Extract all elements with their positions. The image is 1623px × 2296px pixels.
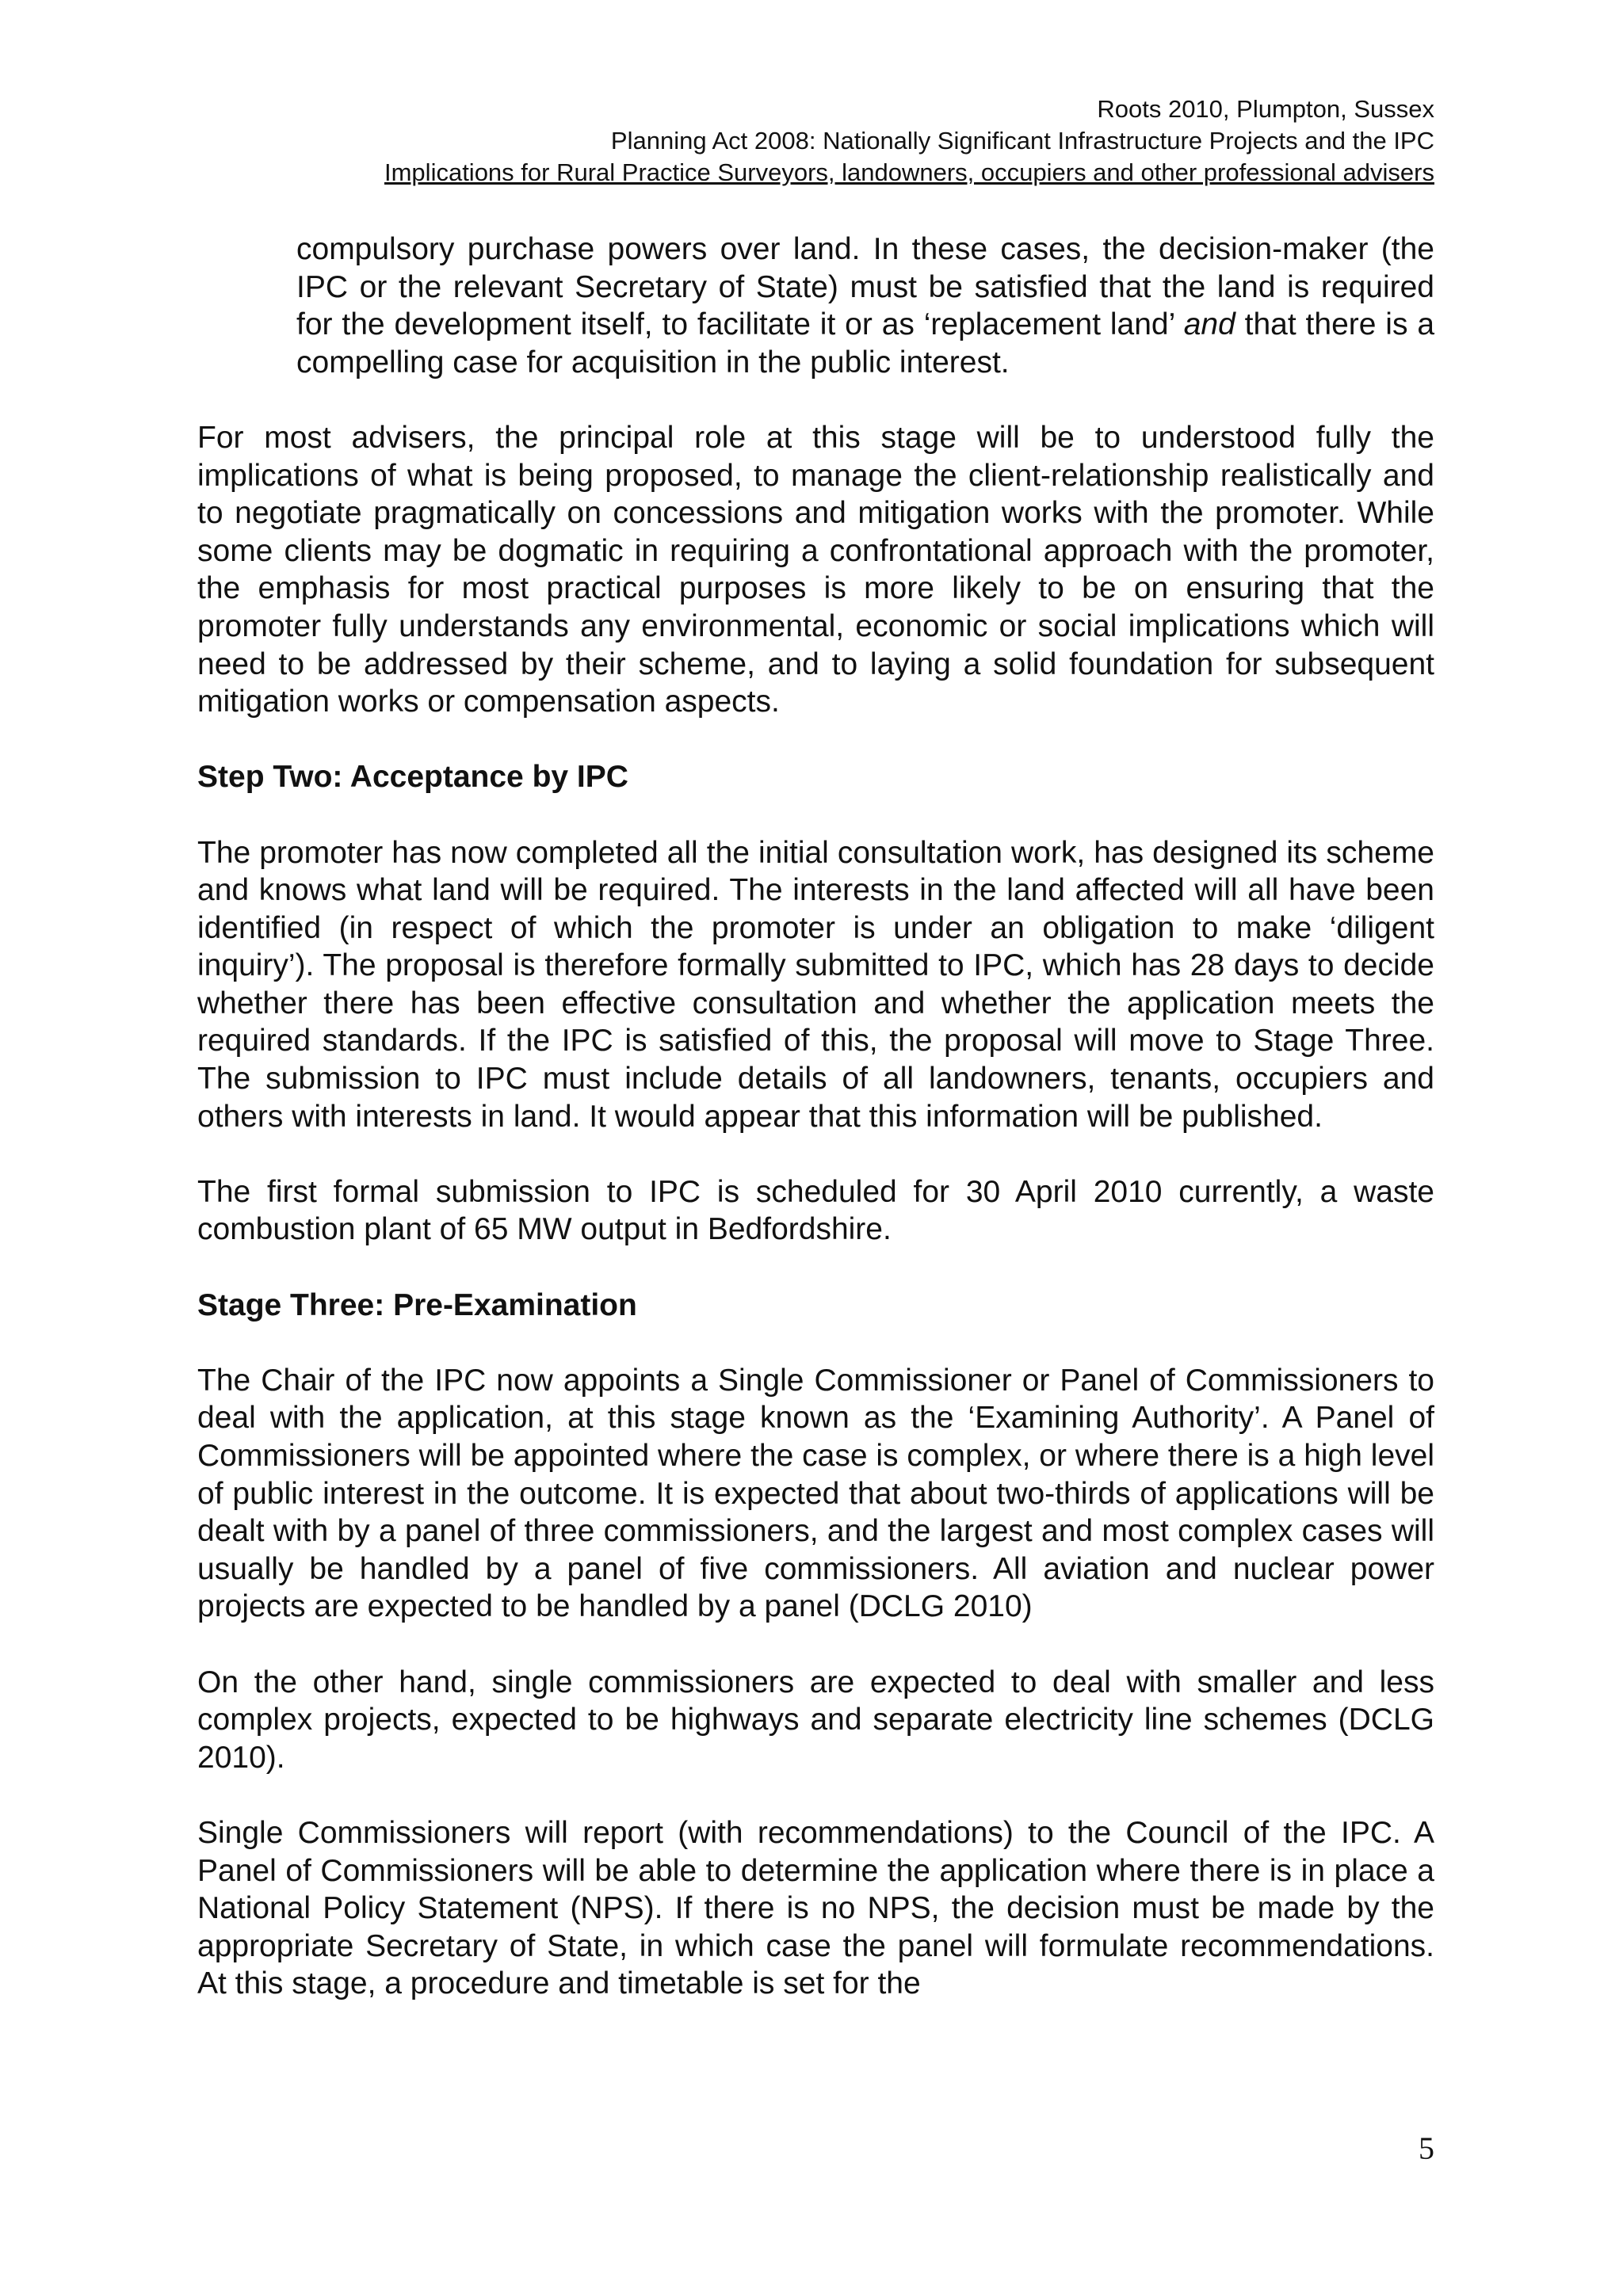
paragraph-compulsory-purchase-part-a: compulsory purchase powers over land. In these cases, the decision-maker (the IPC or the relevant Secretary of State) must be satisfied that the land is required for the development itself, to facilitate it or as ‘replacement land’ xyxy=(296,232,1434,342)
paragraph-first-submission: The first formal submission to IPC is scheduled for 30 April 2010 currently, a waste combustion plant of 65 MW output in Bedfordshire. xyxy=(197,1174,1434,1247)
emphasis-and: and xyxy=(1183,307,1235,342)
heading-stage-three: Stage Three: Pre-Examination xyxy=(197,1287,637,1322)
paragraph-compulsory-purchase-part-b: that there is a compelling case for acquisition in the public interest. xyxy=(296,307,1435,379)
paragraph-single-commissioners: On the other hand, single commissioners are expected to deal with smaller and less complex projects, expected to be highways and separate electricity line schemes (DCLG 2010). xyxy=(197,1665,1434,1775)
body-text xyxy=(197,231,1434,2041)
page-number: 5 xyxy=(1419,2130,1434,2166)
paragraph-chair-appoints: The Chair of the IPC now appoints a Single Commissioner or Panel of Commissioners to deal with the application, at this stage known as the ‘Examining Authority’. A Panel of Commissioners will be appointed where the case is complex, or where there is a high level of public interest in the outcome. It is expected that about two-thirds of applications will be dealt with by a panel of three commissioners, and the largest and most complex cases will usually be handled by a panel of five commissioners. All aviation and nuclear power projects are expected to be handled by a panel (DCLG 2010) xyxy=(197,1363,1434,1624)
header-line-conference: Roots 2010, Plumpton, Sussex xyxy=(1097,95,1434,123)
paragraph-promoter-submission: The promoter has now completed all the initial consultation work, has designed its scheme and knows what land will be required. The interests in the land affected will all have been identified (in respect of which the promoter is under an obligation to make ‘diligent inquiry’). The proposal is therefore formally submitted to IPC, which has 28 days to decide whether there has been effective consultation and whether the application meets the required standards. If the IPC is satisfied of this, the proposal will move to Stage Three. The submission to IPC must include details of all landowners, tenants, occupiers and others with interests in land. It would appear that this information will be published. xyxy=(197,835,1434,1134)
paragraph-compulsory-purchase xyxy=(296,231,1434,381)
paragraph-reporting: Single Commissioners will report (with recommendations) to the Council of the IPC. A Panel of Commissioners will be able to determine the application where there is in place a National Policy Statement (NPS). If there is no NPS, the decision must be made by the appropriate Secretary of State, in which case the panel will formulate recommendations. At this stage, a procedure and timetable is set for the xyxy=(197,1815,1434,2001)
heading-step-two: Step Two: Acceptance by IPC xyxy=(197,760,628,795)
header-line-subtitle: Implications for Rural Practice Surveyors, landowners, occupiers and other professional advisers xyxy=(384,158,1434,186)
header-line-title: Planning Act 2008: Nationally Significant Infrastructure Projects and the IPC xyxy=(610,127,1434,154)
paragraph-advisers-role: For most advisers, the principal role at this stage will be to understood fully the implications of what is being proposed, to manage the client-relationship realistically and to negotiate pragmatically on concessions and mitigation works with the promoter. While some clients may be dogmatic in requiring a confrontational approach with the promoter, the emphasis for most practical purposes is more likely to be on ensuring that the promoter fully understands any environmental, economic or social implications which will need to be addressed by their scheme, and to laying a solid foundation for subsequent mitigation works or compensation aspects. xyxy=(197,420,1434,719)
running-header xyxy=(384,93,1434,189)
